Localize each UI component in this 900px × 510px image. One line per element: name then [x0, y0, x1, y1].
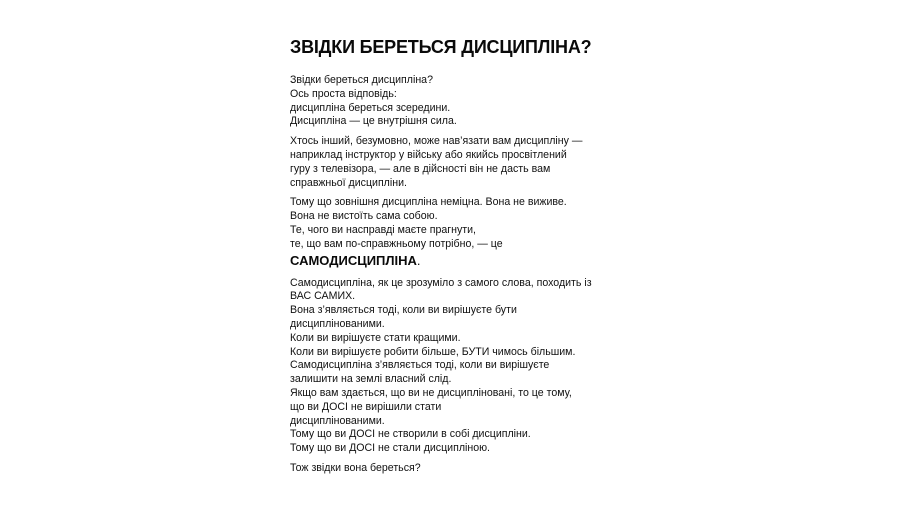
text-line: Звідки береться дисципліна?	[290, 74, 433, 86]
text-line: Вона не вистоїть сама собою.	[290, 210, 438, 223]
text-line: гуру з телевізора, — але в дійсності він не дасть вам	[290, 162, 551, 175]
text-line: те, що вам по-справжньому потрібно, — це	[290, 237, 503, 250]
text-line: Те, чого ви насправді маєте прагнути,	[290, 223, 476, 236]
text-line: що ви ДОСІ не вирішили стати	[290, 400, 442, 413]
text-line: Тому що зовнішня дисципліна неміцна. Вона не виживе.	[290, 196, 567, 209]
page-title: ЗВІДКИ БЕРЕТЬСЯ ДИСЦИПЛІНА?	[290, 37, 592, 57]
text-line: дисциплінованими.	[290, 317, 385, 330]
text-line: Якщо вам здається, що ви не дисципліновані, то це тому,	[290, 386, 572, 399]
document-body	[290, 74, 620, 482]
emphasis-suffix: .	[416, 252, 421, 268]
text-line: наприклад інструктор у війську або якийсь просвітлений	[290, 148, 567, 161]
text-line: Дисципліна — це внутрішня сила.	[290, 115, 457, 128]
text-line: Самодисципліна з’являється тоді, коли ви вирішуєте	[290, 359, 550, 372]
text-line: дисциплінованими.	[290, 414, 385, 427]
emphasis-line	[290, 252, 620, 269]
text-line: справжньої дисципліни.	[290, 176, 407, 189]
text-line: Коли ви вирішуєте робити більше, БУТИ чимось більшим.	[290, 345, 576, 358]
text-line: Тому що ви ДОСІ не стали дисципліною.	[290, 442, 490, 455]
paragraph-1	[290, 74, 620, 129]
paragraph-4	[290, 277, 620, 456]
text-line: Коли ви вирішуєте стати кращими.	[290, 331, 461, 344]
paragraph-3	[290, 196, 620, 270]
text-line: Хтось інший, безумовно, може нав’язати вам дисципліну —	[290, 135, 583, 148]
text-line: Тому що ви ДОСІ не створили в собі дисципліни.	[290, 428, 531, 441]
text-line: Вона з’являється тоді, коли ви вирішуєте бути	[290, 304, 517, 317]
emphasis-word: САМОДИСЦИПЛІНА	[290, 252, 417, 268]
text-line: дисципліна береться зсередини.	[290, 101, 451, 114]
paragraph-2	[290, 135, 620, 190]
text-line: Ось проста відповідь:	[290, 87, 397, 100]
text-line: Самодисципліна, як це зрозуміло з самого слова, походить із	[290, 276, 592, 289]
paragraph-5	[290, 462, 620, 476]
text-line: Тож звідки вона береться?	[290, 461, 421, 474]
text-line: ВАС САМИХ.	[290, 290, 356, 303]
text-line: залишити на землі власний слід.	[290, 373, 452, 386]
